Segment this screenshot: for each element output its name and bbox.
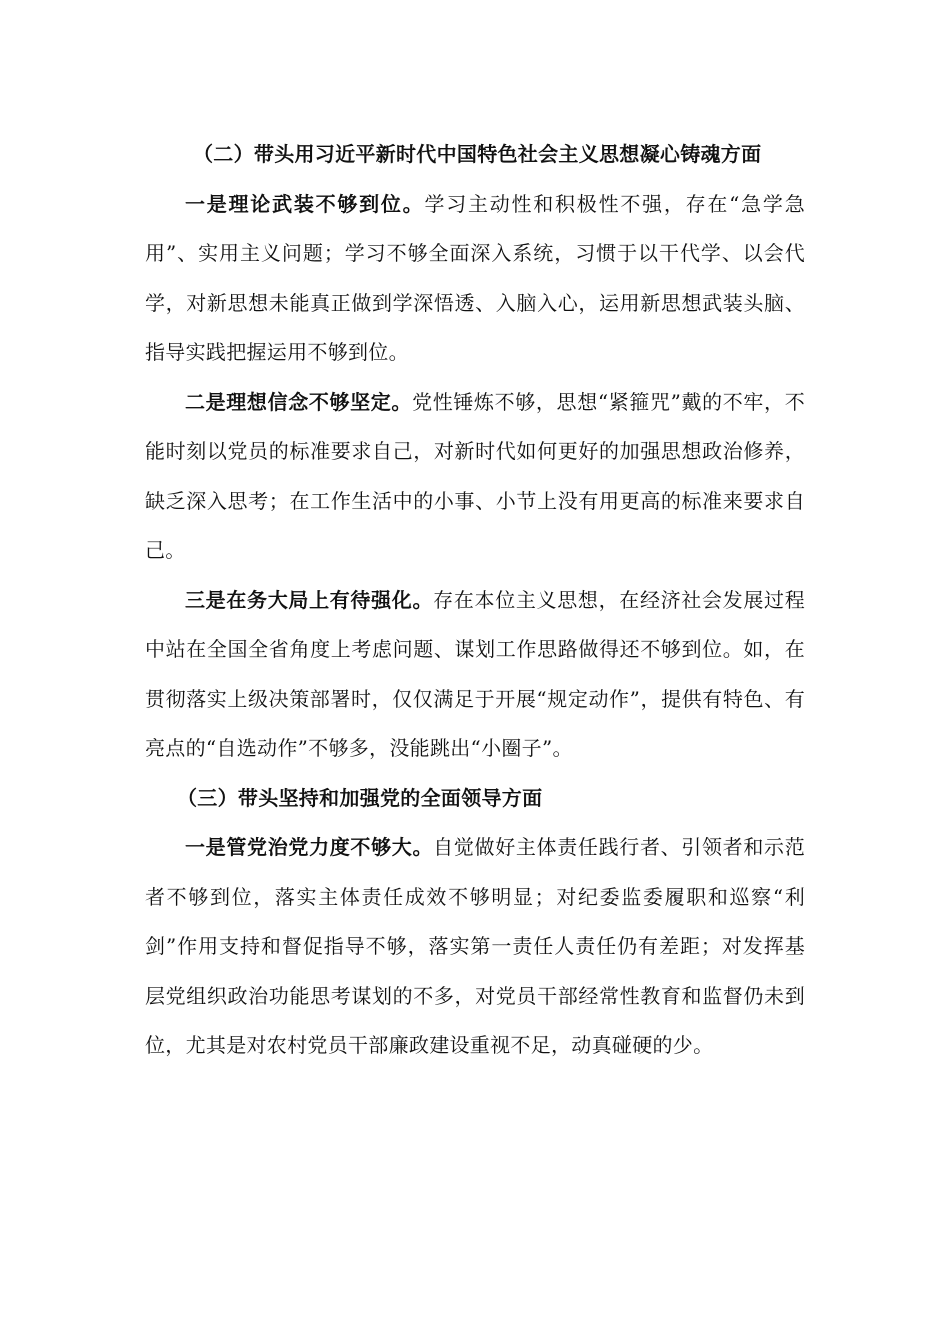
paragraph-lead: 一是管党治党力度不够大。: [185, 835, 434, 859]
paragraph: [145, 378, 805, 576]
paragraph-lead: 三是在务大局上有待强化。: [185, 587, 434, 612]
paragraph-lead: 二是理想信念不够坚定。: [185, 389, 413, 414]
document-page: [145, 122, 805, 1071]
paragraph: [145, 576, 805, 774]
section-heading: （三）带头坚持和加强党的全面领导方面: [177, 785, 543, 810]
paragraph-body: 学习主动性和积极性不强，存在“急学急用”、实用主义问题；学习不够全面深入系统，习惯于以干代学、以会代学，对新思想未能真正做到学深悟透、入脑入心，运用新思想武装头脑、指导实践把握运用不够到位。: [145, 191, 805, 364]
section-heading: （二）带头用习近平新时代中国特色社会主义思想凝心铸魂方面: [193, 142, 762, 166]
paragraph-lead: 一是理论武装不够到位。: [185, 191, 425, 216]
paragraph-body: 存在本位主义思想，在经济社会发展过程中站在全国全省角度上考虑问题、谋划工作思路做得还不够到位。如，在贯彻落实上级决策部署时，仅仅满足于开展“规定动作”，提供有特色、有亮点的“自选动作”不够多，没能跳出“小圈子”。: [145, 587, 805, 760]
paragraph: [145, 823, 805, 1071]
paragraph: [145, 180, 805, 378]
paragraph-body: 党性锤炼不够，思想“紧箍咒”戴的不牢，不能时刻以党员的标准要求自己，对新时代如何更好的加强思想政治修养，缺乏深入思考；在工作生活中的小事、小节上没有用更高的标准来要求自己。: [145, 389, 805, 562]
paragraph-body: 自觉做好主体责任践行者、引领者和示范者不够到位，落实主体责任成效不够明显；对纪委监委履职和巡察“利剑”作用支持和督促指导不够，落实第一责任人责任仍有差距；对发挥基层党组织政治功能思考谋划的不多，对党员干部经常性教育和监督仍未到位，尤其是对农村党员干部廉政建设重视不足，动真碰硬的少。: [145, 835, 805, 1057]
